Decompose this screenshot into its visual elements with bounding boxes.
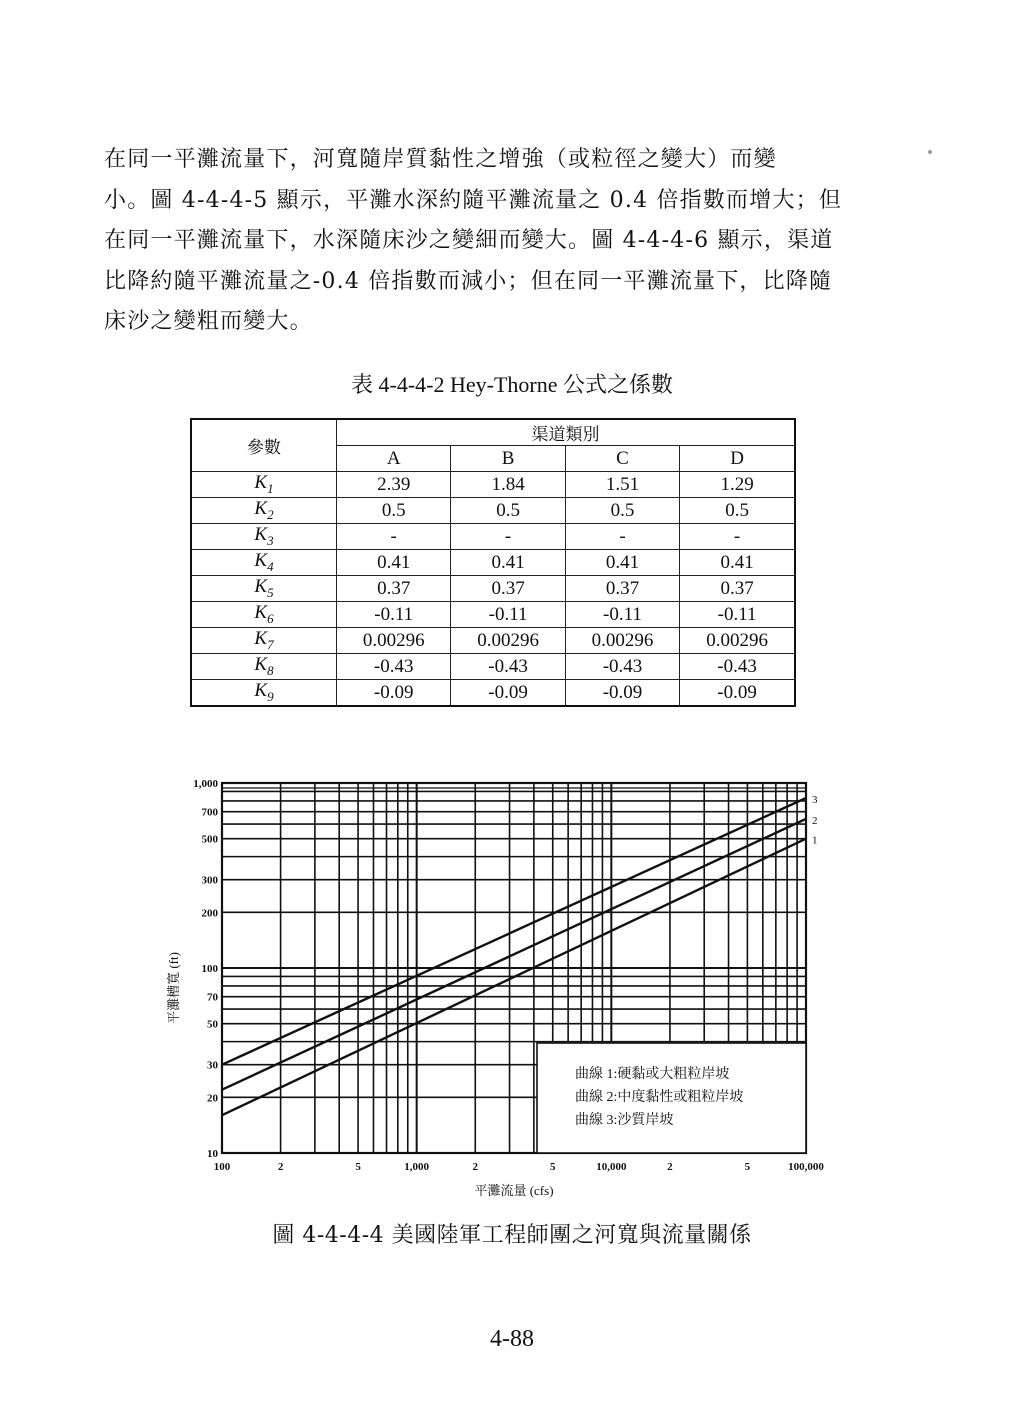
page-number: 4-88 (490, 1326, 534, 1352)
table-cell: - (565, 524, 679, 550)
table-cell: -0.11 (680, 602, 795, 628)
table-cell: -0.09 (451, 680, 565, 707)
y-tick-label: 300 (201, 874, 218, 887)
column-header: A (337, 446, 451, 472)
table-cell: -0.11 (337, 602, 451, 628)
channel-class-header: 渠道類別 (337, 419, 796, 446)
coefficient-symbol: K (254, 498, 268, 520)
paragraph-line: 床沙之變粗而變大。 (104, 309, 313, 334)
legend-entry: 曲線 2:中度黏性或粗粒岸坡 (575, 1090, 744, 1105)
table-cell: 0.00296 (680, 628, 795, 654)
coefficient-symbol: K (254, 628, 268, 650)
figure-caption: 圖 4-4-4-4 美國陸軍工程師團之河寬與流量關係 (272, 1223, 752, 1248)
table-cell: 0.41 (451, 550, 565, 576)
x-axis-label: 平灘流量 (cfs) (474, 1183, 554, 1198)
table-cell: 1.29 (680, 472, 795, 498)
table-row (191, 628, 795, 654)
y-axis-label: 平灘槽寬 (ft) (166, 952, 181, 1024)
coefficient-name (191, 550, 337, 576)
table-cell: 0.00296 (451, 628, 565, 654)
table-row (191, 472, 795, 498)
coefficient-name (191, 576, 337, 602)
coefficient-subscript: 1 (267, 480, 274, 496)
y-tick-label: 50 (207, 1018, 218, 1031)
table-row (191, 498, 795, 524)
coefficient-subscript: 2 (267, 506, 274, 522)
table-row (191, 550, 795, 576)
series-label-1: 1 (812, 834, 818, 847)
coefficient-name (191, 680, 337, 707)
coefficient-subscript: 6 (267, 610, 274, 626)
table-body (191, 472, 795, 707)
table-cell: 0.37 (451, 576, 565, 602)
table-cell: 0.41 (565, 550, 679, 576)
x-tick-label: 2 (277, 1161, 284, 1173)
x-tick-label: 5 (355, 1161, 361, 1173)
coefficient-subscript: 4 (267, 558, 274, 574)
table-cell: 0.5 (565, 498, 679, 524)
chart-svg (0, 760, 1024, 1220)
table-cell: 1.84 (451, 472, 565, 498)
x-tick-label: 5 (744, 1161, 751, 1173)
table-row (191, 654, 795, 680)
coefficient-table (190, 418, 796, 707)
paragraph-line: 在同一平灘流量下，水深隨床沙之變細而變大。圖 4-4-4-6 顯示，渠道 (104, 228, 834, 253)
coefficient-subscript: 8 (267, 662, 274, 678)
legend-entry: 曲線 3:沙質岸坡 (575, 1113, 674, 1128)
coefficient-name (191, 524, 337, 550)
column-header: C (565, 446, 679, 472)
table-cell: 2.39 (337, 472, 451, 498)
table-cell: -0.43 (680, 654, 795, 680)
table-cell: 0.5 (337, 498, 451, 524)
table-cell: 0.41 (337, 550, 451, 576)
coefficient-symbol: K (254, 654, 268, 676)
width-discharge-chart (0, 760, 1024, 1220)
series-label-2: 2 (812, 814, 818, 827)
table-cell: - (680, 524, 795, 550)
coefficient-symbol: K (254, 602, 268, 624)
table-cell: 0.5 (451, 498, 565, 524)
body-paragraph (104, 140, 894, 343)
coefficient-symbol: K (254, 524, 268, 546)
y-tick-label: 200 (201, 907, 218, 920)
table-cell: -0.43 (565, 654, 679, 680)
coefficient-symbol: K (254, 680, 268, 702)
table-row (191, 680, 795, 707)
y-tick-label: 10 (207, 1148, 218, 1160)
table-cell: 0.37 (565, 576, 679, 602)
x-tick-label: 100,000 (788, 1161, 824, 1173)
paragraph-line: 在同一平灘流量下，河寬隨岸質黏性之增強（或粒徑之變大）而變 (104, 147, 777, 172)
table-cell: 1.51 (565, 472, 679, 498)
coefficient-name (191, 654, 337, 680)
table-cell: 0.37 (680, 576, 795, 602)
table-cell: -0.09 (565, 680, 679, 707)
table-cell: -0.09 (337, 680, 451, 707)
table-cell: 0.41 (680, 550, 795, 576)
coefficient-subscript: 9 (267, 688, 274, 704)
table-cell: -0.11 (451, 602, 565, 628)
y-tick-label: 500 (201, 833, 218, 846)
x-tick-label: 1,000 (404, 1161, 430, 1173)
coefficient-name (191, 602, 337, 628)
table-cell: 0.00296 (565, 628, 679, 654)
y-tick-label: 70 (207, 991, 218, 1004)
y-tick-label: 1,000 (193, 778, 218, 790)
coefficient-symbol: K (254, 576, 268, 598)
table-cell: - (451, 524, 565, 550)
coefficient-name (191, 472, 337, 498)
table-cell: 0.5 (680, 498, 795, 524)
table-caption: 表 4-4-4-2 Hey-Thorne 公式之係數 (351, 372, 673, 397)
coefficient-subscript: 5 (267, 584, 274, 600)
table-cell: 0.37 (337, 576, 451, 602)
y-tick-label: 20 (207, 1092, 218, 1105)
speck-mark (928, 150, 932, 154)
x-tick-label: 100 (213, 1161, 231, 1173)
table-cell: -0.43 (337, 654, 451, 680)
column-header: D (680, 446, 795, 472)
series-label-3: 3 (812, 793, 818, 806)
legend-entry: 曲線 1:硬黏或大粗粒岸坡 (575, 1067, 730, 1082)
y-tick-label: 100 (201, 963, 218, 975)
table-row (191, 602, 795, 628)
y-tick-label: 30 (207, 1059, 218, 1072)
paragraph-line: 比降約隨平灘流量之-0.4 倍指數而減小；但在同一平灘流量下，比降隨 (104, 268, 833, 294)
paragraph-line: 小。圖 4-4-4-5 顯示，平灘水深約隨平灘流量之 0.4 倍指數而增大；但 (104, 187, 843, 213)
coefficient-subscript: 7 (267, 636, 274, 652)
table-cell: -0.09 (680, 680, 795, 707)
table-cell: -0.43 (451, 654, 565, 680)
coefficient-name (191, 628, 337, 654)
coefficient-symbol: K (254, 550, 268, 572)
x-tick-label: 2 (667, 1161, 673, 1173)
x-tick-label: 5 (549, 1161, 556, 1173)
coefficient-subscript: 3 (267, 532, 274, 548)
table-row (191, 576, 795, 602)
coefficient-name (191, 498, 337, 524)
param-header: 參數 (191, 419, 337, 472)
table-row (191, 524, 795, 550)
table-cell: -0.11 (565, 602, 679, 628)
coefficient-symbol: K (254, 472, 268, 494)
x-tick-label: 10,000 (596, 1161, 627, 1173)
table-cell: - (337, 524, 451, 550)
table-cell: 0.00296 (337, 628, 451, 654)
y-tick-label: 700 (201, 806, 218, 819)
column-header: B (451, 446, 565, 472)
x-tick-label: 2 (472, 1161, 479, 1173)
